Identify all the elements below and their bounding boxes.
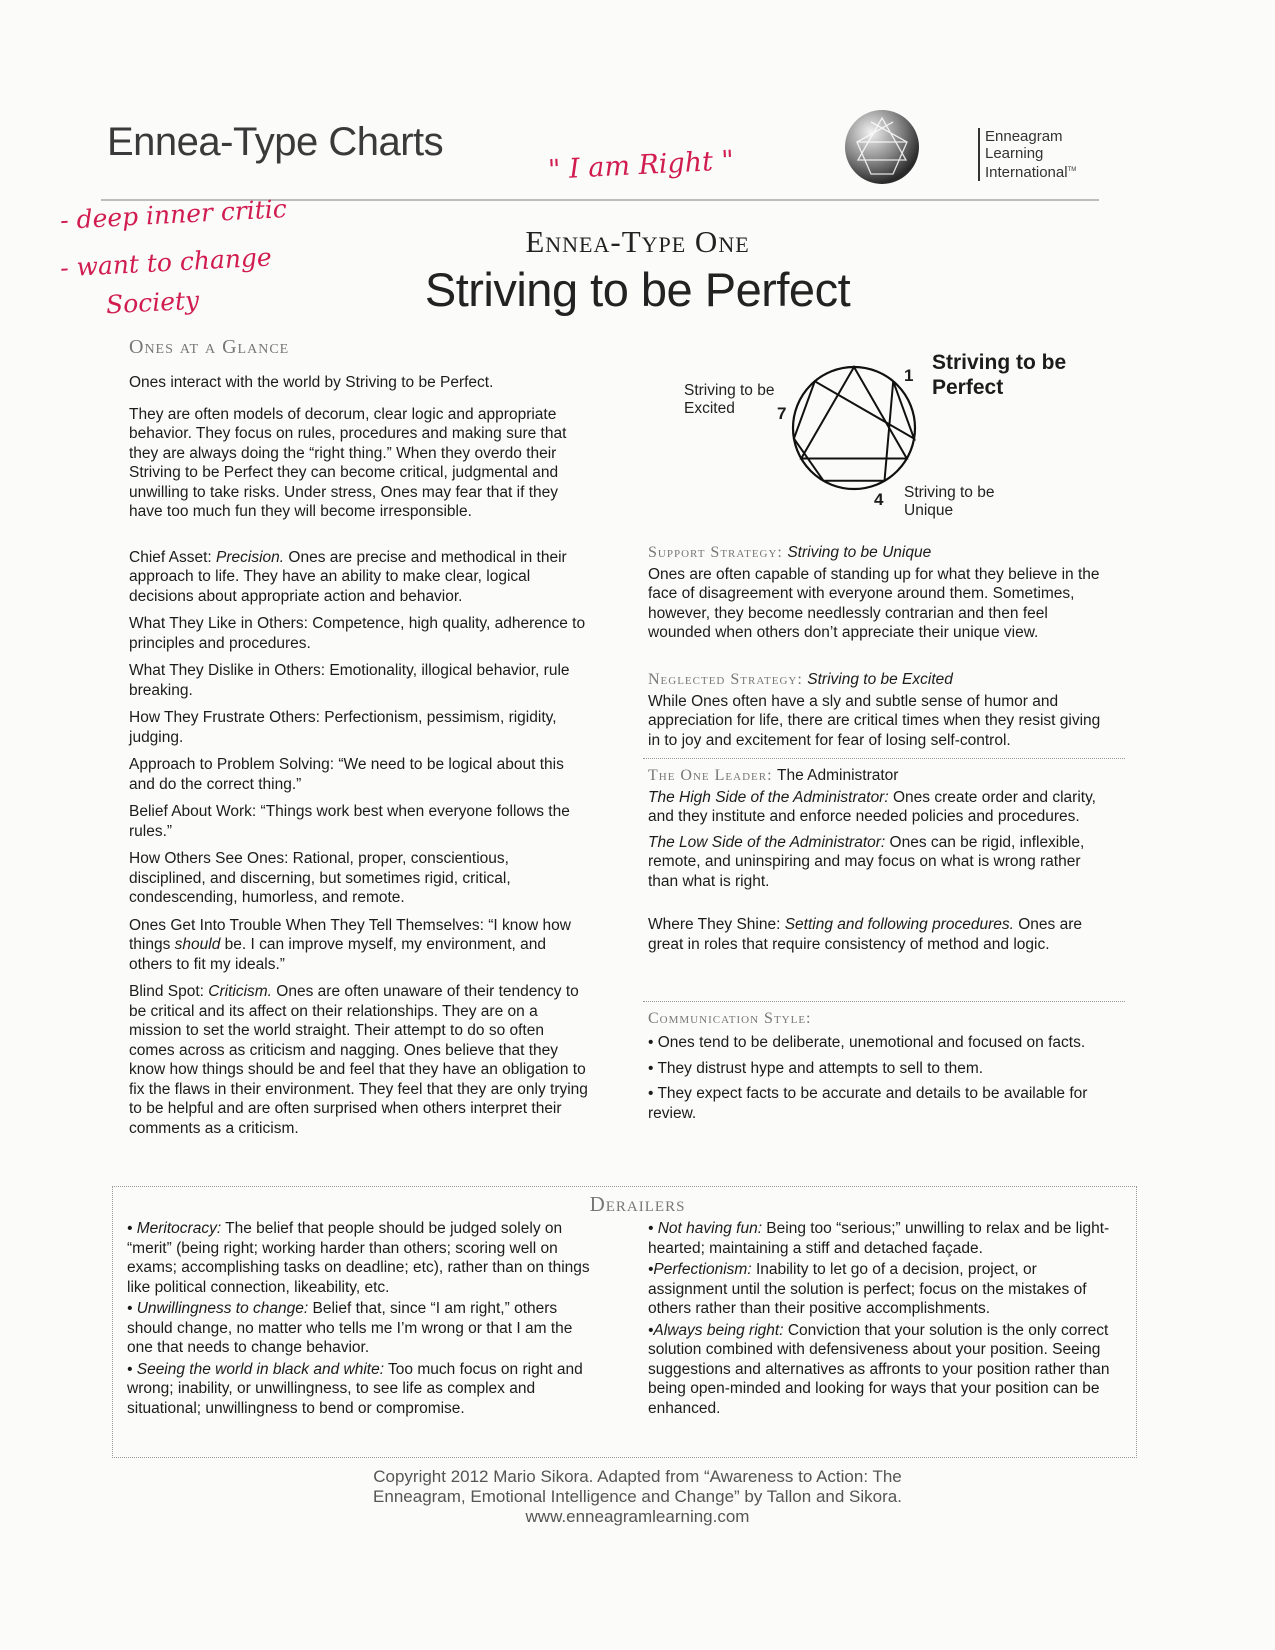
- point-1-number: 1: [904, 366, 914, 385]
- others-see-text: Rational, proper, conscientious, disciplined, and discerning, but sometimes rigid, critical, condescending, humorless, and remote.: [129, 850, 511, 906]
- support-heading: Support Strategy:: [648, 544, 783, 561]
- communication-item: • They expect facts to be accurate and details to be available for review.: [648, 1085, 1088, 1122]
- ones-at-a-glance: [129, 336, 589, 1146]
- neglected-value: Striving to be Excited: [807, 671, 953, 688]
- support-strategy: [648, 543, 1113, 643]
- get-into-trouble: [129, 916, 589, 975]
- belief-about-work: [129, 802, 589, 841]
- type-title: Striving to be Perfect: [424, 263, 851, 316]
- derailer-label: •Perfectionism:: [648, 1261, 752, 1278]
- chief-asset-label: Chief Asset:: [129, 548, 212, 566]
- chief-asset: [129, 548, 589, 607]
- dislike-text: Emotionality, illogical behavior, rule breaking.: [129, 662, 570, 699]
- problem-label: Approach to Problem Solving:: [129, 756, 335, 773]
- communication-item: • Ones tend to be deliberate, unemotional and focused on facts.: [648, 1034, 1086, 1051]
- derailer-meritocracy: [127, 1219, 599, 1297]
- chief-asset-value: Precision.: [216, 548, 285, 566]
- shine-italic: Setting and following procedures.: [784, 916, 1014, 933]
- communication-style: [648, 1010, 1113, 1123]
- communication-item: • They distrust hype and attempts to sell to them.: [648, 1059, 984, 1077]
- point-7-label: [684, 382, 774, 418]
- point-4-label-line-1: Striving to be: [904, 484, 995, 501]
- glance-intro: Ones interact with the world by Striving to be Perfect.: [129, 374, 494, 391]
- derailer-label: • Not having fun:: [648, 1220, 762, 1237]
- derailers-right: [648, 1219, 1114, 1420]
- leader-high-label: The High Side of the Administrator:: [648, 788, 889, 806]
- derailer-label: •Always being right:: [648, 1321, 784, 1339]
- derailer-perfectionism: [648, 1260, 1114, 1319]
- one-leader: [648, 766, 1113, 954]
- belief-text: “Things work best when everyone follows the rules.”: [129, 803, 570, 840]
- derailer-text: Inability to let go of a decision, project, or assignment until the solution is perfect; focus on the mistakes of others rather than their positive accomplishments.: [648, 1261, 1087, 1317]
- like-text: Competence, high quality, adherence to principles and procedures.: [129, 615, 586, 652]
- derailer-label: • Meritocracy:: [127, 1220, 222, 1237]
- shine-text: Ones are great in roles that require consistency of method and logic.: [648, 916, 1082, 953]
- derailer-label: • Seeing the world in black and white:: [127, 1360, 385, 1378]
- belief-label: Belief About Work:: [129, 803, 257, 820]
- footer-line-2: Enneagram, Emotional Intelligence and Change” by Tallon and Sikora.: [373, 1487, 902, 1506]
- support-text: Ones are often capable of standing up for what they believe in the face of disagreement with everyone around them. Sometimes, however, they become needlessly contrarian and then feel wounded when others don’t appreciate their unique view.: [648, 565, 1100, 641]
- derailer-unwillingness: [127, 1299, 599, 1358]
- blind-spot-label: Blind Spot:: [129, 983, 204, 1000]
- footer-url[interactable]: www.enneagramlearning.com: [525, 1507, 750, 1526]
- trouble-text-italic: should: [174, 936, 221, 953]
- derailer-not-fun: [648, 1219, 1114, 1258]
- handwritten-note-society: Society: [105, 285, 200, 320]
- handwritten-note-change: - want to change: [59, 242, 273, 283]
- logo-line-1: Enneagram: [985, 128, 1063, 145]
- point-4-number: 4: [874, 490, 884, 509]
- neglected-text: While Ones often have a sly and subtle sense of humor and appreciation for life, there are critical times when they resist giving in to joy and excitement for fear of losing self-control.: [648, 692, 1101, 749]
- point-4-label: [904, 484, 994, 520]
- derailers-left: [127, 1219, 599, 1420]
- derailer-text: Too much focus on right and wrong; inability, or unwillingness, to see life as complex and situational; unwillingness to bend or compromise.: [127, 1360, 583, 1417]
- dislike-label: What They Dislike in Others:: [129, 662, 326, 679]
- derailer-always-right: [648, 1321, 1114, 1419]
- neglected-heading: Neglected Strategy:: [648, 671, 803, 688]
- chief-asset-text: Ones are precise and methodical in their approach to life. They have an ability to make clear, logical decisions about appropriate action and behavior.: [129, 548, 567, 605]
- derailer-text: Belief that, since “I am right,” others should change, no matter who tells me I’m wrong or that I am the one that needs to change behavior.: [127, 1300, 573, 1356]
- point-1-label-line-1: Striving to be: [932, 351, 1067, 374]
- trouble-text-a: “I know how things: [129, 916, 571, 953]
- point-1-label-line-2: Perfect: [932, 376, 1004, 399]
- neglected-strategy: [648, 670, 1113, 750]
- where-they-shine: [648, 915, 1113, 954]
- trouble-label: Ones Get Into Trouble When They Tell Themselves:: [129, 916, 484, 934]
- communication-divider: [643, 1001, 1125, 1002]
- handwritten-note-critic: - deep inner critic: [59, 194, 288, 235]
- handwritten-quote: " I am Right ": [547, 145, 735, 186]
- globe-logo-icon: [843, 108, 921, 186]
- support-heading-row: [648, 543, 1113, 563]
- leader-low-side: [648, 833, 1113, 892]
- derailer-black-white: [127, 1360, 599, 1419]
- blind-spot-text: Ones are often unaware of their tendency to be critical and its affect on their relationships. They are on a mission to set the world straight. Their attempt to do so often comes across as criticism and nagging. Ones believe that they know how things should be and feel that they have an obligation to fix the flaws in their environment. They feel that they are only trying to be helpful and are often surprised when others interpret their comments as a criticism.: [129, 983, 588, 1137]
- point-7-number: 7: [777, 404, 787, 423]
- blind-spot-value: Criticism.: [208, 983, 272, 1000]
- like-label: What They Like in Others:: [129, 615, 308, 632]
- leader-low-label: The Low Side of the Administrator:: [648, 833, 886, 851]
- footer: [0, 1467, 1275, 1527]
- enneagram-diagram-icon: [790, 364, 918, 492]
- communication-heading: Communication Style:: [648, 1010, 812, 1027]
- derailer-text: Being too “serious;” unwilling to relax and be light-hearted; maintaining a stiff and detached façade.: [648, 1220, 1110, 1257]
- logo-text: [978, 128, 1076, 181]
- frustrate-label: How They Frustrate Others:: [129, 709, 320, 726]
- point-4-label-line-2: Unique: [904, 502, 954, 519]
- problem-text: “We need to be logical about this and do the correct thing.”: [129, 756, 564, 793]
- frustrate-others: [129, 708, 589, 747]
- dislike-in-others: [129, 661, 589, 700]
- derailer-text: Conviction that your solution is the only correct solution combined with defensiveness about your position. Seeing suggestions and alternatives as affronts to your position rather than being open-minded and looking for ways that your position can be enhanced.: [648, 1321, 1110, 1417]
- frustrate-text: Perfectionism, pessimism, rigidity, judging.: [129, 709, 557, 746]
- problem-solving: [129, 755, 589, 794]
- logo-line-2: Learning: [985, 145, 1044, 162]
- blind-spot: [129, 982, 589, 1138]
- header-title: Ennea-Type Charts: [107, 120, 444, 164]
- leader-heading-row: [648, 766, 1113, 786]
- trouble-text-b: be. I can improve myself, my environment, and others to fit my ideals.”: [129, 936, 546, 973]
- footer-line-1: Copyright 2012 Mario Sikora. Adapted from “Awareness to Action: The: [373, 1467, 902, 1486]
- leader-low-text: Ones can be rigid, inflexible, remote, and uninspiring and may focus on what is wrong rather than what is right.: [648, 833, 1085, 890]
- support-value: Striving to be Unique: [787, 544, 932, 561]
- derailer-text: The belief that people should be judged solely on “merit” (being right; working harder than others; scoring well on exams; accomplishing tasks on deadline; etc), rather than on things like political connection, likeability, etc.: [127, 1220, 590, 1296]
- point-7-label-line-1: Striving to be: [684, 382, 775, 399]
- leader-high-side: [648, 788, 1113, 827]
- logo-line-3: International™: [985, 164, 1077, 181]
- derailer-label: • Unwillingness to change:: [127, 1300, 309, 1317]
- derailers-heading: Derailers: [589, 1192, 686, 1216]
- glance-description: They are often models of decorum, clear logic and appropriate behavior. They focus on rules, procedures and making sure that they are always doing the “right thing.” When they overdo their Striving to be Perfect they can become critical, judgmental and unwilling to take risks. Under stress, Ones may fear that if they have too much fun they will become irresponsible.: [129, 405, 567, 520]
- leader-heading: The One Leader:: [648, 767, 773, 784]
- like-in-others: [129, 614, 589, 653]
- shine-label: Where They Shine:: [648, 916, 781, 933]
- leader-high-text: Ones create order and clarity, and they institute and enforce needed policies and procedures.: [648, 788, 1096, 825]
- others-see-label: How Others See Ones:: [129, 850, 289, 867]
- neglected-heading-row: [648, 670, 1113, 690]
- point-7-label-line-2: Excited: [684, 400, 735, 417]
- leader-divider: [643, 758, 1125, 759]
- others-see-ones: [129, 849, 589, 908]
- leader-value: The Administrator: [777, 767, 899, 784]
- type-label: Ennea-Type One: [525, 224, 750, 259]
- point-1-label: [932, 350, 1066, 400]
- glance-heading: Ones at a Glance: [129, 336, 290, 358]
